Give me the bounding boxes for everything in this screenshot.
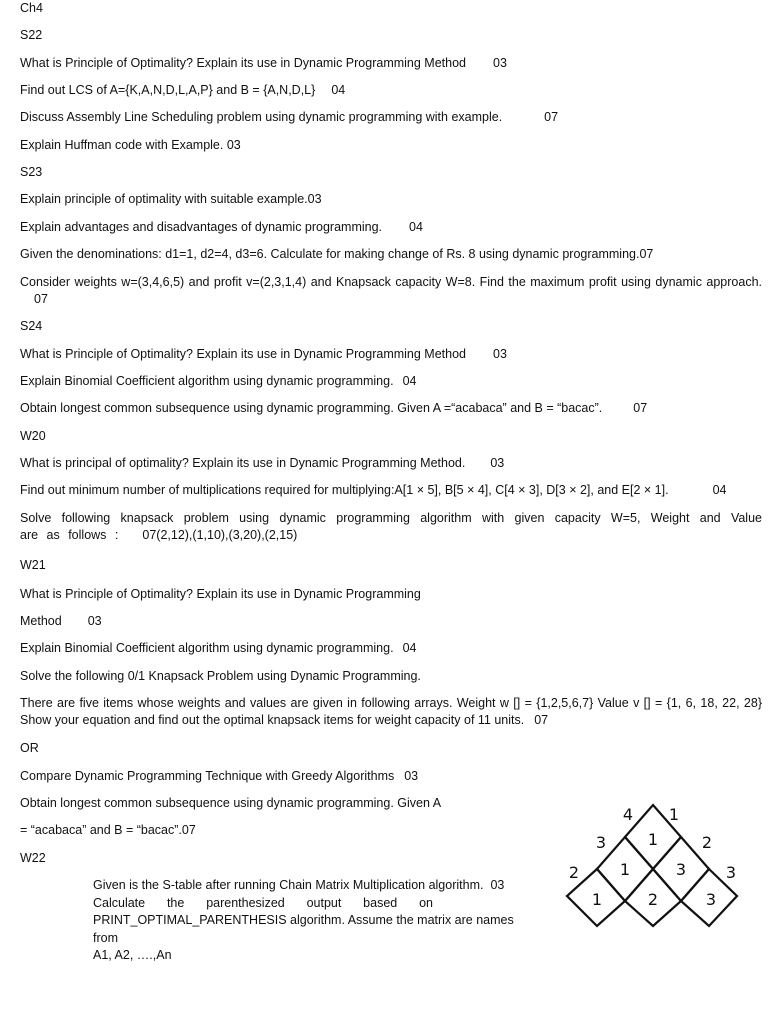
question-marks: 04: [409, 220, 423, 234]
question-data: (2,12),(1,10),(3,20),(2,15): [156, 528, 298, 542]
question-s22-4: [20, 137, 241, 154]
question-w21-4: [20, 768, 418, 785]
question-text: There are five items whose weights and values are given in following arrays. Weight w [] = {1,2,5,6,7} Value v [] = {1, 6, 18, 22, 28} Show your equation and find out the optimal knapsack items for weight capacity of 11 units.: [20, 696, 762, 727]
question-s22-3: [20, 109, 558, 126]
section-heading-w21: W21: [20, 558, 46, 572]
question-marks: 07: [534, 713, 549, 727]
question-text: Compare Dynamic Programming Technique with Greedy Algorithms: [20, 769, 395, 783]
question-marks: 04: [402, 641, 417, 655]
question-w20-3: [20, 510, 762, 544]
s-table-edge-label: 2: [701, 833, 713, 852]
question-line: A1, A2, ….,An: [93, 948, 172, 962]
question-w21-3-intro: Solve the following 0/1 Knapsack Problem using Dynamic Programming.: [20, 669, 421, 683]
question-text: What is Principle of Optimality? Explain its use in Dynamic Programming Method: [20, 56, 467, 70]
question-text: Explain Huffman code with Example.: [20, 138, 224, 152]
question-marks: 03: [87, 614, 102, 628]
question-s24-3: [20, 400, 647, 417]
question-text: Obtain longest common subsequence using dynamic programming. Given A =“acabaca” and B = “bacac”.: [20, 401, 603, 415]
s-table-value: 3: [705, 890, 717, 909]
question-marks: 04: [331, 83, 346, 97]
or-separator: OR: [20, 741, 39, 755]
question-line: Calculate the parenthesized output based on: [93, 895, 433, 910]
question-marks: 07: [633, 401, 648, 415]
question-text: Explain Binomial Coefficient algorithm using dynamic programming.: [20, 374, 394, 388]
question-line: PRINT_OPTIMAL_PARENTHESIS algorithm. Assume the matrix are names from: [93, 913, 514, 945]
question-marks: 07: [639, 247, 654, 261]
question-w22-1: [93, 877, 541, 965]
s-table-value: 2: [647, 890, 659, 909]
question-text: Find out minimum number of multiplications required for multiplying:A[1 × 5], B[5 × 4], C[4 × 3], D[3 × 2], and E[2 × 1].: [20, 483, 669, 497]
s-table-value: 1: [619, 860, 631, 879]
question-s23-3: [20, 246, 653, 263]
question-marks: 03: [404, 769, 419, 783]
s-table-diagram: [560, 800, 750, 935]
question-marks: 03: [226, 138, 241, 152]
section-heading-w22: W22: [20, 851, 46, 865]
question-text: Solve following knapsack problem using dynamic programming algorithm with given capacity W=5, Weight and Value are as follows :: [20, 511, 762, 542]
question-s24-2: [20, 373, 416, 390]
question-w20-2: [20, 482, 727, 499]
question-text: Given is the S-table after running Chain Matrix Multiplication algorithm.: [93, 878, 484, 892]
s-table-value: 1: [647, 830, 659, 849]
question-w21-5-line1: Obtain longest common subsequence using dynamic programming. Given A: [20, 796, 442, 810]
s-table-edge-label: 3: [595, 833, 607, 852]
question-marks: 07: [142, 528, 157, 542]
question-w20-1: [20, 455, 504, 472]
question-text: Consider weights w=(3,4,6,5) and profit v=(2,3,1,4) and Knapsack capacity W=8. Find the maximum profit using dynamic approach.: [20, 275, 762, 289]
section-heading-w20: W20: [20, 429, 46, 443]
question-w21-2: [20, 640, 416, 657]
s-table-edge-label: 1: [668, 805, 680, 824]
question-marks: 07: [181, 823, 196, 837]
question-w21-1-line2: [20, 613, 102, 630]
question-marks: 03: [493, 56, 507, 70]
question-text: Method: [20, 614, 62, 628]
question-marks: 04: [402, 374, 417, 388]
question-s23-1: [20, 191, 322, 208]
question-w21-3-body: [20, 695, 762, 729]
question-marks: 07: [34, 292, 48, 306]
question-text: Explain Binomial Coefficient algorithm using dynamic programming.: [20, 641, 394, 655]
s-table-value: 1: [591, 890, 603, 909]
question-text: Given the denominations: d1=1, d2=4, d3=6. Calculate for making change of Rs. 8 using dynamic programming.: [20, 247, 640, 261]
question-s23-2: [20, 219, 423, 236]
chapter-heading: Ch4: [20, 1, 43, 15]
question-text: What is principal of optimality? Explain its use in Dynamic Programming Method.: [20, 456, 466, 470]
question-text: Explain principle of optimality with suitable example.: [20, 192, 308, 206]
question-line: [93, 877, 541, 895]
question-text: Explain advantages and disadvantages of dynamic programming.: [20, 220, 383, 234]
section-heading-s22: S22: [20, 28, 43, 42]
question-s24-1: [20, 346, 507, 363]
s-table-edge-label: 2: [568, 863, 580, 882]
question-s23-4: [20, 274, 762, 308]
question-marks: 04: [712, 483, 727, 497]
question-text: Find out LCS of A={K,A,N,D,L,A,P} and B = {A,N,D,L}: [20, 83, 316, 97]
question-marks: 03: [493, 347, 507, 361]
question-marks: 03: [490, 878, 505, 892]
s-table-value: 3: [675, 860, 687, 879]
question-marks: 03: [490, 456, 505, 470]
question-text: Discuss Assembly Line Scheduling problem using dynamic programming with example.: [20, 110, 503, 124]
question-marks: 07: [544, 110, 559, 124]
s-table-edge-label: 3: [725, 863, 737, 882]
question-s22-1: [20, 55, 507, 72]
section-heading-s24: S24: [20, 319, 43, 333]
question-text: What is Principle of Optimality? Explain its use in Dynamic Programming Method: [20, 347, 467, 361]
question-w21-1-line1: What is Principle of Optimality? Explain its use in Dynamic Programming: [20, 587, 421, 601]
s-table-edge-label: 4: [622, 805, 634, 824]
section-heading-s23: S23: [20, 165, 43, 179]
question-text: = “acabaca” and B = “bacac”.: [20, 823, 182, 837]
question-s22-2: [20, 82, 345, 99]
question-marks: 03: [307, 192, 322, 206]
question-w21-5-line2: [20, 822, 196, 839]
